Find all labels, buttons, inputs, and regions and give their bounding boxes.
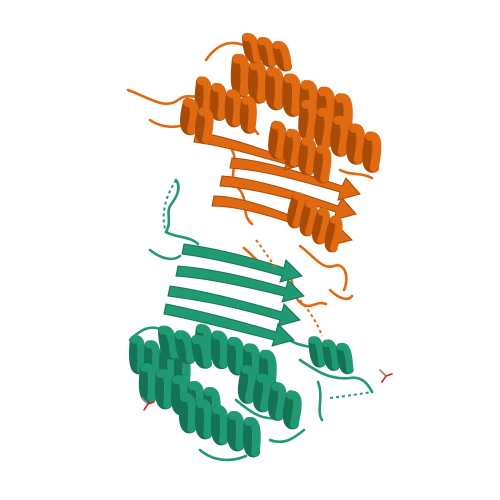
ligand-right xyxy=(380,370,392,382)
chain-b-missing-link xyxy=(330,392,372,398)
chain-b-loop xyxy=(166,232,198,244)
chain-a-loop xyxy=(150,120,180,127)
chain-a-loop xyxy=(330,290,352,299)
chain-b-loop xyxy=(200,450,246,460)
chain-a-loop xyxy=(340,170,372,178)
chain-b-helix xyxy=(312,340,349,371)
chain-a-helix xyxy=(185,103,209,140)
chain-b-loop xyxy=(150,250,180,259)
chain-b-helix xyxy=(184,397,257,452)
chain-a-helix xyxy=(246,37,287,67)
chain-b-loop xyxy=(270,430,304,442)
chain-a-loop xyxy=(300,246,346,290)
chain-b-loop xyxy=(318,382,322,420)
